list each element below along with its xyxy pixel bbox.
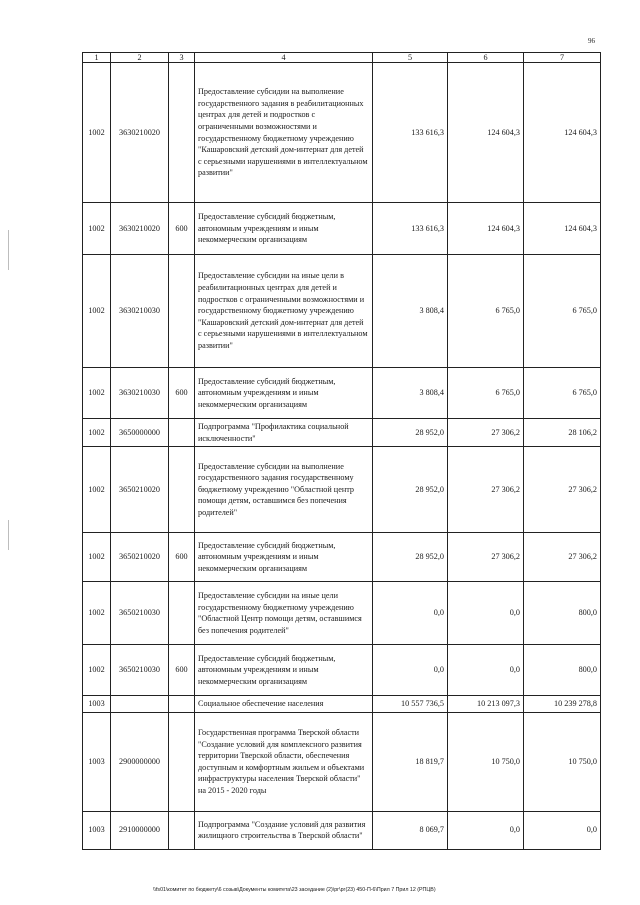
- amount-col5: 0,0: [373, 582, 448, 645]
- table-row: [83, 447, 601, 533]
- column-header: 1: [83, 53, 111, 63]
- file-path-footer: \\fs01\комитет по бюджету\6 созыв\Документы комитета\23 заседание (2)\рг\рг(23) 450-П-6\Прил 7 Прил 12 (РПЦВ): [153, 887, 436, 893]
- section-code: 1002: [83, 419, 111, 447]
- amount-col6: 6 765,0: [448, 255, 524, 368]
- target-article-code: 3630210030: [111, 368, 169, 419]
- table-row: [83, 582, 601, 645]
- amount-col5: 8 069,7: [373, 811, 448, 849]
- target-article-code: 3650000000: [111, 419, 169, 447]
- table-row: [83, 419, 601, 447]
- table-row: [83, 645, 601, 696]
- expense-type-code: [169, 419, 195, 447]
- amount-col6: 0,0: [448, 811, 524, 849]
- amount-col5: 28 952,0: [373, 419, 448, 447]
- item-description: Предоставление субсидий бюджетным, автономным учреждениям и иным некоммерческим организациям: [195, 203, 373, 255]
- expense-type-code: [169, 63, 195, 203]
- section-code: 1002: [83, 533, 111, 582]
- amount-col7: 10 750,0: [524, 712, 601, 811]
- item-description: Предоставление субсидии на выполнение государственного задания в реабилитационных центрах для детей и подростков с ограниченными возможностями и государственному бюджетному учреждению "Кашаровский детский дом-интернат для детей с серьезными нарушениями в интеллектуальном развитии": [195, 63, 373, 203]
- scan-artifact: [8, 230, 9, 270]
- amount-col7: 124 604,3: [524, 203, 601, 255]
- column-header: 5: [373, 53, 448, 63]
- target-article-code: 3650210030: [111, 645, 169, 696]
- column-header: 6: [448, 53, 524, 63]
- target-article-code: 3650210020: [111, 447, 169, 533]
- amount-col5: 133 616,3: [373, 63, 448, 203]
- column-header: 4: [195, 53, 373, 63]
- amount-col5: 28 952,0: [373, 533, 448, 582]
- section-code: 1003: [83, 811, 111, 849]
- amount-col5: 28 952,0: [373, 447, 448, 533]
- expense-type-code: [169, 447, 195, 533]
- amount-col6: 10 213 097,3: [448, 696, 524, 713]
- amount-col7: 28 106,2: [524, 419, 601, 447]
- amount-col6: 124 604,3: [448, 63, 524, 203]
- expense-type-code: 600: [169, 645, 195, 696]
- target-article-code: 3630210030: [111, 255, 169, 368]
- amount-col6: 0,0: [448, 645, 524, 696]
- section-code: 1002: [83, 582, 111, 645]
- column-header: 3: [169, 53, 195, 63]
- section-code: 1003: [83, 696, 111, 713]
- amount-col6: 10 750,0: [448, 712, 524, 811]
- target-article-code: 3650210020: [111, 533, 169, 582]
- item-description: Подпрограмма "Создание условий для развития жилищного строительства в Тверской области": [195, 811, 373, 849]
- item-description: Предоставление субсидии на иные цели в реабилитационных центрах для детей и подростков с ограниченными возможностями и государственному бюджетному учреждению "Кашаровский детский дом-интернат для детей с серьезными нарушениями в интеллектуальном развитии": [195, 255, 373, 368]
- page-number: 96: [588, 37, 595, 45]
- item-description: Предоставление субсидий бюджетным, автономным учреждениям и иным некоммерческим организациям: [195, 533, 373, 582]
- target-article-code: 2910000000: [111, 811, 169, 849]
- amount-col6: 27 306,2: [448, 419, 524, 447]
- item-description: Предоставление субсидии на выполнение государственного задания государственному бюджетному учреждению "Областной центр помощи детям, оставшимся без попечения родителей": [195, 447, 373, 533]
- section-code: 1002: [83, 63, 111, 203]
- scan-artifact: [8, 520, 9, 550]
- item-description: Предоставление субсидии на иные цели государственному бюджетному учреждению "Областной Центр помощи детям, оставшимся без попечения родителей": [195, 582, 373, 645]
- amount-col6: 0,0: [448, 582, 524, 645]
- expense-type-code: [169, 712, 195, 811]
- table-row: [83, 533, 601, 582]
- expense-type-code: 600: [169, 533, 195, 582]
- item-description: Государственная программа Тверской области "Создание условий для комплексного развития территории Тверской области, обеспечения доступным и комфортным жильем и объектами инфраструктуры населения Тверской области" на 2015 - 2020 годы: [195, 712, 373, 811]
- expense-type-code: 600: [169, 368, 195, 419]
- amount-col7: 6 765,0: [524, 368, 601, 419]
- amount-col5: 133 616,3: [373, 203, 448, 255]
- target-article-code: 3650210030: [111, 582, 169, 645]
- item-description: Предоставление субсидий бюджетным, автономным учреждениям и иным некоммерческим организациям: [195, 645, 373, 696]
- table-row: [83, 368, 601, 419]
- amount-col7: 27 306,2: [524, 447, 601, 533]
- amount-col6: 6 765,0: [448, 368, 524, 419]
- item-description: Подпрограмма "Профилактика социальной исключенности": [195, 419, 373, 447]
- amount-col6: 27 306,2: [448, 447, 524, 533]
- table-row: [83, 696, 601, 713]
- amount-col7: 27 306,2: [524, 533, 601, 582]
- amount-col7: 124 604,3: [524, 63, 601, 203]
- column-header: 2: [111, 53, 169, 63]
- expense-type-code: [169, 255, 195, 368]
- amount-col5: 3 808,4: [373, 255, 448, 368]
- amount-col5: 18 819,7: [373, 712, 448, 811]
- budget-table: [82, 52, 601, 850]
- section-code: 1002: [83, 645, 111, 696]
- amount-col7: 800,0: [524, 645, 601, 696]
- section-code: 1002: [83, 255, 111, 368]
- table-row: [83, 712, 601, 811]
- item-description: Социальное обеспечение населения: [195, 696, 373, 713]
- section-code: 1002: [83, 203, 111, 255]
- target-article-code: 3630210020: [111, 203, 169, 255]
- table-row: [83, 255, 601, 368]
- section-code: 1003: [83, 712, 111, 811]
- amount-col7: 10 239 278,8: [524, 696, 601, 713]
- amount-col6: 27 306,2: [448, 533, 524, 582]
- target-article-code: 2900000000: [111, 712, 169, 811]
- target-article-code: [111, 696, 169, 713]
- amount-col7: 800,0: [524, 582, 601, 645]
- column-header: 7: [524, 53, 601, 63]
- target-article-code: 3630210020: [111, 63, 169, 203]
- amount-col5: 3 808,4: [373, 368, 448, 419]
- expense-type-code: [169, 696, 195, 713]
- expense-type-code: 600: [169, 203, 195, 255]
- section-code: 1002: [83, 447, 111, 533]
- expense-type-code: [169, 811, 195, 849]
- amount-col5: 0,0: [373, 645, 448, 696]
- amount-col7: 0,0: [524, 811, 601, 849]
- column-number-row: [83, 53, 601, 63]
- table-row: [83, 203, 601, 255]
- table-row: [83, 811, 601, 849]
- amount-col6: 124 604,3: [448, 203, 524, 255]
- amount-col7: 6 765,0: [524, 255, 601, 368]
- item-description: Предоставление субсидий бюджетным, автономным учреждениям и иным некоммерческим организациям: [195, 368, 373, 419]
- amount-col5: 10 557 736,5: [373, 696, 448, 713]
- expense-type-code: [169, 582, 195, 645]
- table-row: [83, 63, 601, 203]
- section-code: 1002: [83, 368, 111, 419]
